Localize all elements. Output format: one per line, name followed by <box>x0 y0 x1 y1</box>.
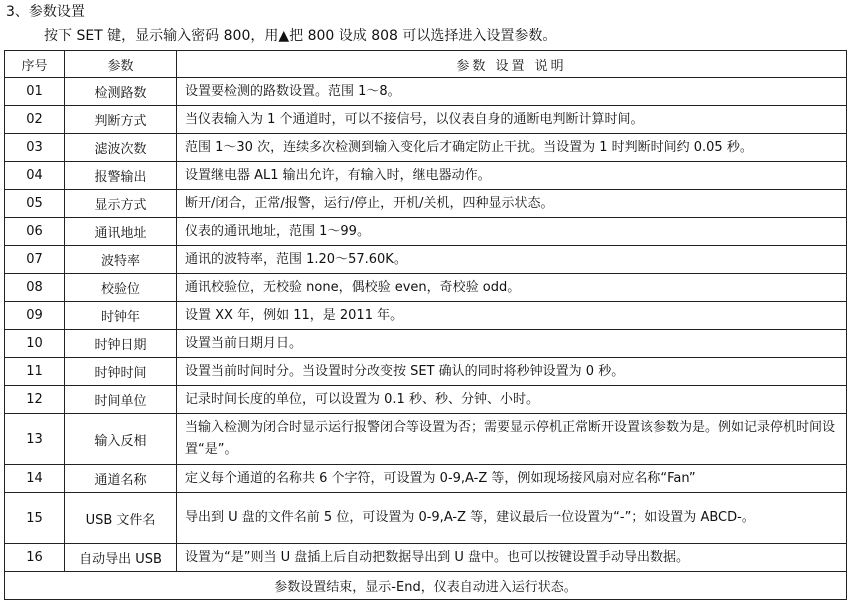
table-row <box>5 134 847 162</box>
table-row <box>5 78 847 106</box>
row-desc: 仪表的通讯地址，范围 1～99。 <box>177 218 847 246</box>
table-header-row <box>5 51 847 78</box>
row-desc: 设置要检测的路数设置。范围 1～8。 <box>177 78 847 106</box>
row-number: 04 <box>5 162 65 190</box>
table-row <box>5 106 847 134</box>
row-desc: 导出到 U 盘的文件名前 5 位，可设置为 0-9,A-Z 等，建议最后一位设置为“-”；如设置为 ABCD-。 <box>177 493 847 544</box>
table-row <box>5 302 847 330</box>
row-desc: 记录时间长度的单位，可以设置为 0.1 秒、秒、分钟、小时。 <box>177 386 847 414</box>
row-number: 15 <box>5 493 65 544</box>
row-desc: 通讯的波特率，范围 1.20～57.60K。 <box>177 246 847 274</box>
row-number: 06 <box>5 218 65 246</box>
header-no: 序号 <box>5 51 65 78</box>
row-desc: 设置当前日期月日。 <box>177 330 847 358</box>
row-param: 波特率 <box>65 246 177 274</box>
intro-text: 按下 SET 键，显示输入密码 800，用▲把 800 设成 808 可以选择进入设置参数。 <box>44 28 557 44</box>
table-row <box>5 330 847 358</box>
row-number: 02 <box>5 106 65 134</box>
table-row <box>5 162 847 190</box>
row-desc: 设置 XX 年，例如 11，是 2011 年。 <box>177 302 847 330</box>
table-row <box>5 218 847 246</box>
header-desc: 参数 设置 说明 <box>177 51 847 78</box>
row-desc: 范围 1～30 次，连续多次检测到输入变化后才确定防止干扰。当设置为 1 时判断时间约 0.05 秒。 <box>177 134 847 162</box>
row-param: 时钟时间 <box>65 358 177 386</box>
table-row <box>5 274 847 302</box>
table-row <box>5 414 847 465</box>
table-row <box>5 493 847 544</box>
row-number: 13 <box>5 414 65 465</box>
table-footer: 参数设置结束，显示-End，仪表自动进入运行状态。 <box>5 572 847 600</box>
row-number: 14 <box>5 465 65 493</box>
row-desc: 定义每个通道的名称共 6 个字符，可设置为 0-9,A-Z 等，例如现场接风扇对应名称“Fan” <box>177 465 847 493</box>
row-desc: 断开/闭合，正常/报警，运行/停止，开机/关机，四种显示状态。 <box>177 190 847 218</box>
row-number: 09 <box>5 302 65 330</box>
row-param: 报警输出 <box>65 162 177 190</box>
row-number: 03 <box>5 134 65 162</box>
row-param: 时间单位 <box>65 386 177 414</box>
table-footer-row <box>5 572 847 600</box>
row-number: 05 <box>5 190 65 218</box>
table-row <box>5 544 847 572</box>
row-param: 输入反相 <box>65 414 177 465</box>
row-number: 10 <box>5 330 65 358</box>
row-number: 07 <box>5 246 65 274</box>
row-desc: 设置当前时间时分。当设置时分改变按 SET 确认的同时将秒钟设置为 0 秒。 <box>177 358 847 386</box>
section-heading: 3、参数设置 <box>6 4 85 20</box>
row-param: 判断方式 <box>65 106 177 134</box>
row-desc: 当输入检测为闭合时显示运行报警闭合等设置为否；需要显示停机正常断开设置该参数为是。例如记录停机时间设置“是”。 <box>177 414 847 465</box>
row-desc: 当仪表输入为 1 个通道时，可以不接信号，以仪表自身的通断电判断计算时间。 <box>177 106 847 134</box>
row-param: 检测路数 <box>65 78 177 106</box>
row-number: 01 <box>5 78 65 106</box>
header-param: 参数 <box>65 51 177 78</box>
row-param: 校验位 <box>65 274 177 302</box>
row-number: 11 <box>5 358 65 386</box>
table-row <box>5 246 847 274</box>
row-param: USB 文件名 <box>65 493 177 544</box>
row-desc: 通讯校验位，无校验 none，偶校验 even，奇校验 odd。 <box>177 274 847 302</box>
row-desc: 设置继电器 AL1 输出允许，有输入时，继电器动作。 <box>177 162 847 190</box>
row-param: 时钟年 <box>65 302 177 330</box>
row-desc: 设置为“是”则当 U 盘插上后自动把数据导出到 U 盘中。也可以按键设置手动导出数据。 <box>177 544 847 572</box>
row-param: 通道名称 <box>65 465 177 493</box>
row-param: 通讯地址 <box>65 218 177 246</box>
row-param: 时钟日期 <box>65 330 177 358</box>
table-row <box>5 190 847 218</box>
row-number: 16 <box>5 544 65 572</box>
row-param: 显示方式 <box>65 190 177 218</box>
table-row <box>5 386 847 414</box>
table-row <box>5 358 847 386</box>
row-number: 12 <box>5 386 65 414</box>
row-param: 滤波次数 <box>65 134 177 162</box>
row-number: 08 <box>5 274 65 302</box>
table-row <box>5 465 847 493</box>
parameter-table <box>4 50 847 600</box>
row-param: 自动导出 USB <box>65 544 177 572</box>
table-body <box>5 78 847 572</box>
